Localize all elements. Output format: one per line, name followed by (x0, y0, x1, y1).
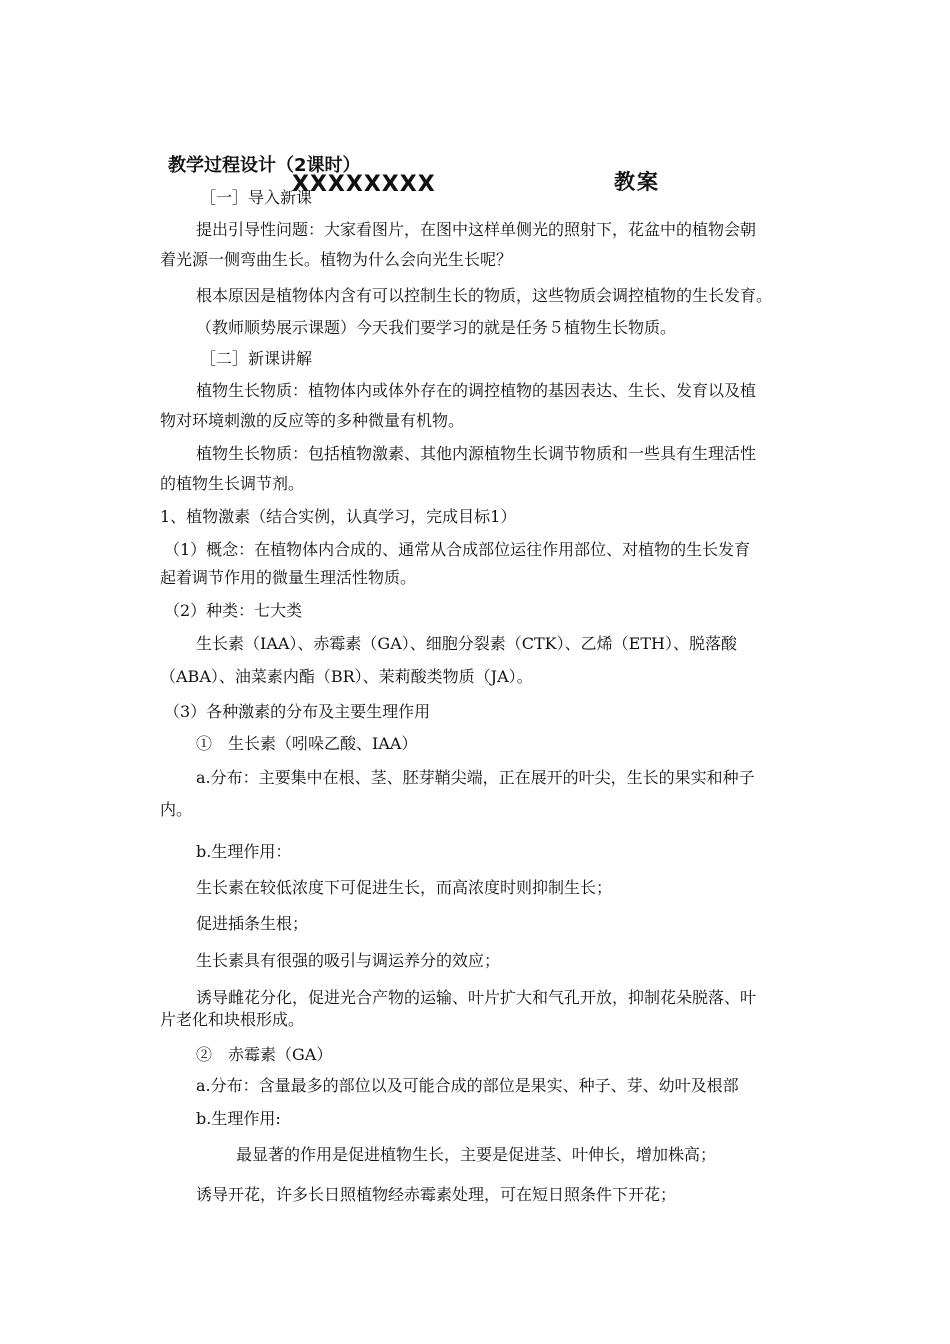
paragraph-line: 生长素在较低浓度下可促进生长，而高浓度时则抑制生长； (196, 878, 613, 897)
paragraph-line: （ABA）、油菜素内酯（BR）、茉莉酸类物质（JA）。 (160, 667, 533, 686)
paragraph-line: 物对环境刺激的反应等的多种微量有机物。 (160, 411, 465, 430)
paragraph-line: 起着调节作用的微量生理活性物质。 (160, 568, 417, 587)
paragraph-line: 生长素具有很强的吸引与调运养分的效应； (196, 951, 501, 970)
paragraph-line: 最显著的作用是促进植物生长，主要是促进茎、叶伸长，增加株高； (236, 1145, 717, 1164)
paragraph-line: a.分布：主要集中在根、茎、胚芽鞘尖端，正在展开的叶尖，生长的果实和种子 (196, 768, 755, 787)
list-item-heading: ② 赤霉素（GA） (196, 1045, 333, 1064)
paragraph-line: 着光源一侧弯曲生长。植物为什么会向光生长呢？ (160, 250, 513, 269)
paragraph-line: 片老化和块根形成。 (160, 1010, 305, 1029)
overlay-code: XXXXXXXX (292, 172, 436, 197)
paragraph-line: 提出引导性问题：大家看图片，在图中这样单侧光的照射下，花盆中的植物会朝 (196, 220, 757, 239)
paragraph-line: （3）各种激素的分布及主要生理作用 (164, 702, 431, 721)
paragraph-line: 根本原因是植物体内含有可以控制生长的物质，这些物质会调控植物的生长发育。 (196, 286, 773, 305)
paragraph-line: 植物生长物质：植物体内或体外存在的调控植物的基因表达、生长、发育以及植 (196, 381, 757, 400)
paragraph-line: 植物生长物质：包括植物激素、其他内源植物生长调节物质和一些具有生理活性 (196, 444, 757, 463)
paragraph-line: b.生理作用: (196, 1109, 281, 1128)
paragraph-line: （2）种类：七大类 (164, 601, 303, 620)
paragraph-line: 的植物生长调节剂。 (160, 474, 305, 493)
heading-new-lesson: ［二］新课讲解 (200, 349, 313, 368)
overlay-label: 教案 (614, 170, 660, 194)
paragraph-line: b.生理作用： (196, 842, 292, 861)
paragraph-line: （1）概念：在植物体内合成的、通常从合成部位运往作用部位、对植物的生长发育 (164, 540, 751, 559)
paragraph-line: a.分布：含量最多的部位以及可能合成的部位是果实、种子、芽、幼叶及根部 (196, 1076, 739, 1095)
paragraph-line: 促进插条生根； (196, 914, 309, 933)
paragraph-line: 诱导开花，许多长日照植物经赤霉素处理，可在短日照条件下开花； (196, 1185, 677, 1204)
subheading: 1、植物激素（结合实例，认真学习，完成目标1） (160, 507, 517, 526)
section-title: 教学过程设计（2课时） (168, 155, 361, 176)
heading-intro: ［一］导入新课 (200, 188, 313, 207)
paragraph-line: 生长素（IAA）、赤霉素（GA）、细胞分裂素（CTK）、乙烯（ETH）、脱落酸 (196, 634, 737, 653)
list-item-heading: ① 生长素（吲哚乙酸、IAA） (196, 734, 418, 753)
paragraph-line: 诱导雌花分化，促进光合产物的运输、叶片扩大和气孔开放，抑制花朵脱落、叶 (196, 988, 757, 1007)
paragraph-line: 内。 (160, 800, 193, 819)
paragraph-line: （教师顺势展示课题）今天我们要学习的就是任务５植物生长物质。 (196, 318, 677, 337)
